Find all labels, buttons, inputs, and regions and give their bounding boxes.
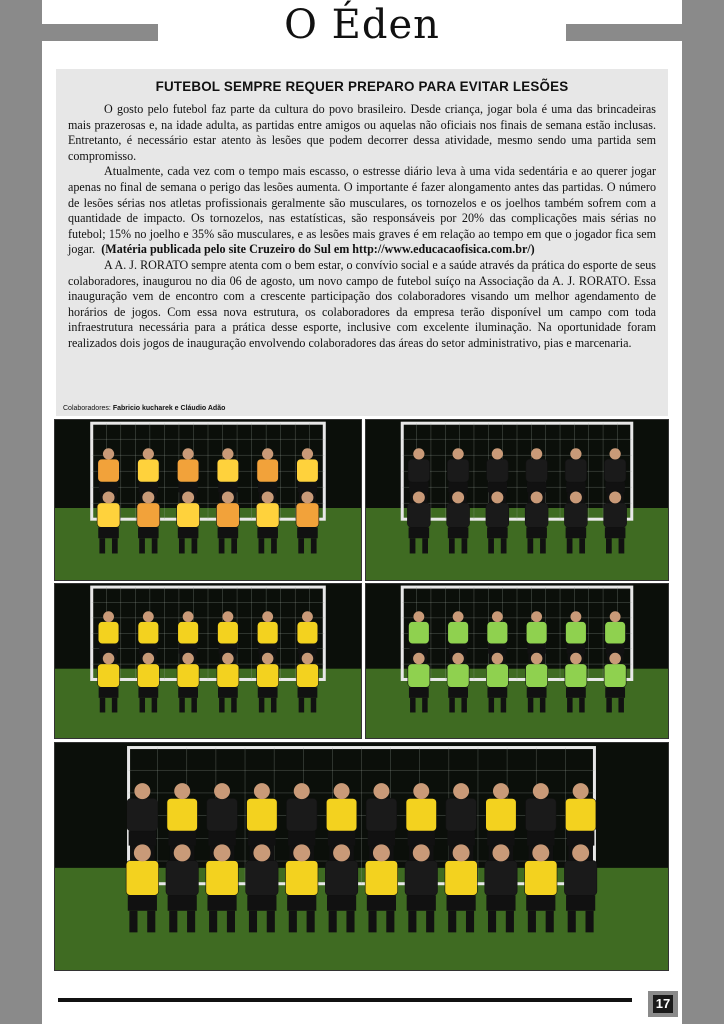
article-box <box>56 69 668 416</box>
photo-illustration <box>366 584 668 738</box>
right-margin-bar <box>682 0 724 1024</box>
team-photo-yellow <box>54 583 362 739</box>
article-paragraph <box>68 164 656 258</box>
article-paragraph <box>68 102 656 164</box>
paragraph-2-text: Atualmente, cada vez com o tempo mais escasso, o estresse diário leva à uma vida sedentária e ao querer jogar apenas no final de semana o perigo das lesões aumenta. O importante é fazer alongamento antes das partidas. O número de lesões sérias nos atletas profissionais geralmente são musculares, os tornozelos e os joelhos também sofrem com a quantidade de impacto. Os tornozelos, nas estatísticas, são responsáveis por 20% das complicações mais sérias no futebol; 15% no joelho e 35% são musculares, e as lesões mais graves é em relação ao tempo em que o jogador fica sem jogar. <box>68 164 656 257</box>
article-body <box>68 102 656 352</box>
credits-names: Fabricio kucharek e Cláudio Adão <box>112 405 226 412</box>
photo-credits <box>63 405 225 412</box>
photo-illustration <box>55 743 668 970</box>
team-photo-green <box>365 583 669 739</box>
photo-illustration <box>55 584 361 738</box>
photo-illustration <box>55 420 361 580</box>
credits-label: Colaboradores: <box>63 405 111 412</box>
paragraph-3-text: A A. J. RORATO sempre atenta com o bem estar, o convívio social e a saúde através da prática do esporte de seus colaboradores, inaugurou no dia 06 de agosto, um novo campo de futebol suíço na Associação da A. J. RORATO. Essa inauguração vem de encontro com a crescente participação dos colaboradores visando um melhor agendamento de horários de jogos. Com essa nova estrutura, os colaboradores da empresa terão disponível um campo com toda infraestrutura necessária para a prática desse esporte, inclusive com excelente iluminação. Na oportunidade foram realizados dois jogos de inauguração envolvendo colaboradores das áreas do setor administrativo, pias e marcenaria. <box>68 257 656 350</box>
photo-illustration <box>366 420 668 580</box>
source-citation: (Matéria publicada pelo site Cruzeiro do Sul em http://www.educacaofisica.com.br/) <box>101 242 535 257</box>
team-photo-black <box>365 419 669 581</box>
group-photo-all <box>54 742 669 971</box>
article-headline: FUTEBOL SEMPRE REQUER PREPARO PARA EVITAR LESÕES <box>155 79 569 94</box>
article-paragraph <box>68 258 656 352</box>
page-number: 17 <box>653 995 673 1013</box>
paragraph-1-text: O gosto pelo futebol faz parte da cultura do povo brasileiro. Desde criança, jogar bola é uma das brincadeiras mais prazerosas e, na idade adulta, as partidas entre amigos ou aquelas não oficiais nos finais de semana estão inclusas. Entretanto, é necessário estar atento às lesões que podem decorrer dessa atividade, mesmo sendo uma partida sem compromisso. <box>68 102 656 163</box>
magazine-page <box>42 0 682 1024</box>
team-photo-mixed <box>54 419 362 581</box>
footer-rule <box>58 998 632 1002</box>
page-number-box <box>648 991 678 1017</box>
magazine-title: O Éden <box>284 2 440 48</box>
left-margin-bar <box>0 0 42 1024</box>
